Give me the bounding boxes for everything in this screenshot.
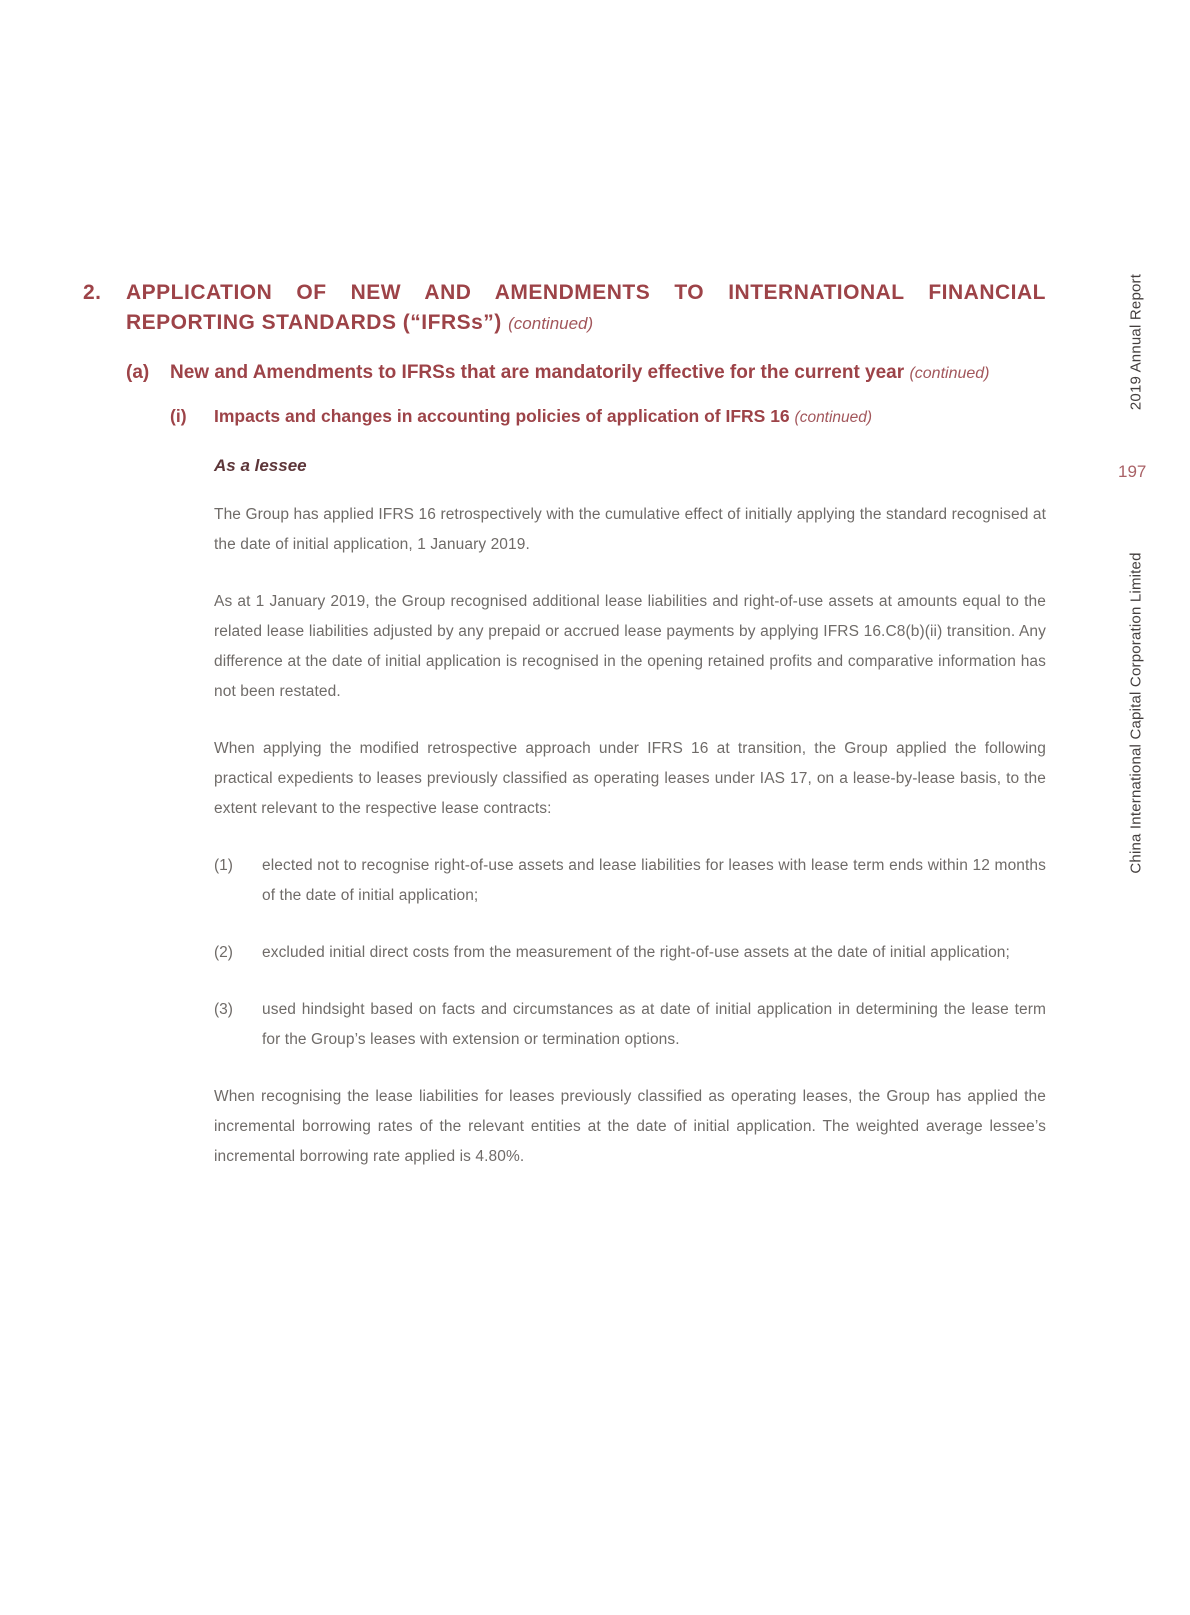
section-heading-line2 <box>126 308 1046 339</box>
subsection-a-label: (a) <box>126 362 150 383</box>
paragraph: As at 1 January 2019, the Group recognised additional lease liabilities and right-of-use assets at amounts equal to the related lease liabilities adjusted by any prepaid or accrued lease payments by applying IFRS 16.C8(b)(ii) transition. Any difference at the date of initial application is recognised in the opening retained profits and comparative information has not been restated. <box>214 593 1046 700</box>
subsection-a-title-text: New and Amendments to IFRSs that are mandatorily effective for the current year <box>170 362 910 383</box>
section-heading-line1: APPLICATION OF NEW AND AMENDMENTS TO INTERNATIONAL FINANCIAL <box>126 281 1046 304</box>
paragraph: The Group has applied IFRS 16 retrospectively with the cumulative effect of initially applying the standard recognised at the date of initial application, 1 January 2019. <box>214 506 1046 553</box>
list-item <box>214 938 1046 968</box>
sidebar-report-title: 2019 Annual Report <box>1127 273 1145 411</box>
section-number: 2. <box>83 281 102 304</box>
lessee-subheading: As a lessee <box>214 456 307 475</box>
subsection-a-heading <box>126 360 1046 387</box>
subsection-i-label: (i) <box>170 406 187 426</box>
list-item-number: (3) <box>214 1001 233 1018</box>
section-heading-line2-bold: REPORTING STANDARDS (“IFRSs”) <box>126 311 509 334</box>
section-heading <box>83 278 1046 339</box>
subsection-a-title <box>170 360 1046 387</box>
body-text-column <box>214 456 1046 1172</box>
list-item-text: elected not to recognise right-of-use assets and lease liabilities for leases with lease term ends within 12 months of the date of initial application; <box>262 857 1046 904</box>
section-heading-text <box>126 278 1046 339</box>
subsection-i-heading <box>170 404 1046 430</box>
page-number: 197 <box>1118 462 1147 481</box>
subsection-i-title-text: Impacts and changes in accounting policies of application of IFRS 16 <box>214 406 795 426</box>
subsection-a-continued: (continued) <box>909 365 990 382</box>
subsection-i-title <box>214 404 1046 430</box>
sidebar-company-name: China International Capital Corporation Limited <box>1127 552 1145 874</box>
main-content <box>83 278 1046 1199</box>
paragraph: When recognising the lease liabilities for leases previously classified as operating leases, the Group has applied the incremental borrowing rates of the relevant entities at the date of initial application. The weighted average lessee’s incremental borrowing rate applied is 4.80%. <box>214 1088 1046 1165</box>
paragraph: When applying the modified retrospective approach under IFRS 16 at transition, the Group applied the following practical expedients to leases previously classified as operating leases under IAS 17, on a lease-by-lease basis, to the extent relevant to the respective lease contracts: <box>214 740 1046 817</box>
list-item-number: (1) <box>214 857 233 874</box>
list-item <box>214 995 1046 1055</box>
list-item-text: used hindsight based on facts and circumstances as at date of initial application in determining the lease term for the Group’s leases with extension or termination options. <box>262 1001 1046 1048</box>
list-item-text: excluded initial direct costs from the measurement of the right-of-use assets at the date of initial application; <box>262 944 1010 961</box>
section-heading-continued: (continued) <box>508 314 594 333</box>
list-item <box>214 851 1046 911</box>
subsection-i-continued: (continued) <box>794 409 873 426</box>
list-item-number: (2) <box>214 944 233 961</box>
